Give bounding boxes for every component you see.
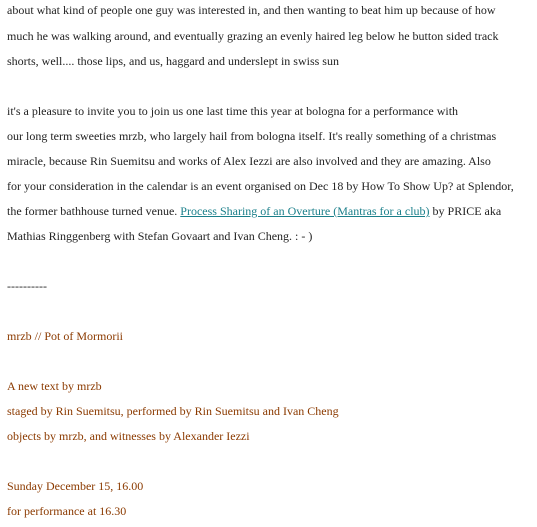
event-performance-time: for performance at 16.30 (7, 504, 127, 518)
paragraph-1-line-3: shorts, well.... those lips, and us, haggard and underslept in swiss sun (7, 54, 339, 68)
event-title: mrzb // Pot of Mormorii (7, 329, 123, 343)
paragraph-1-line-2: much he was walking around, and eventually grazing an evenly haired leg below he button sided track (7, 29, 499, 43)
event-credit-text: A new text by mrzb (7, 379, 102, 393)
paragraph-2-line-1: it's a pleasure to invite you to join us one last time this year at bologna for a performance with (7, 104, 459, 118)
line-5-text-after: by PRICE aka (429, 204, 502, 218)
paragraph-1-line-1: about what kind of people one guy was interested in, and then wanting to beat him up because of how (7, 3, 496, 17)
paragraph-2-line-3: miracle, because Rin Suemitsu and works of Alex Iezzi are also involved and they are amazing. Also (7, 154, 491, 168)
event-credit-staging: staged by Rin Suemitsu, performed by Rin Suemitsu and Ivan Cheng (7, 404, 339, 418)
process-sharing-link[interactable]: Process Sharing of an Overture (Mantras for a club) (180, 204, 430, 218)
divider: ---------- (7, 279, 47, 293)
event-credit-objects: objects by mrzb, and witnesses by Alexander Iezzi (7, 429, 250, 443)
paragraph-2-line-2: our long term sweeties mrzb, who largely hail from bologna itself. It's really something of a christmas (7, 129, 497, 143)
line-5-text-before: the former bathhouse turned venue. (7, 204, 181, 218)
paragraph-2-line-6: Mathias Ringgenberg with Stefan Govaart and Ivan Cheng. : - ) (7, 229, 313, 243)
paragraph-2-line-5 (7, 204, 501, 218)
event-date: Sunday December 15, 16.00 (7, 479, 144, 493)
paragraph-2-line-4: for your consideration in the calendar is an event organised on Dec 18 by How To Show Up? at Splendor, (7, 179, 514, 193)
